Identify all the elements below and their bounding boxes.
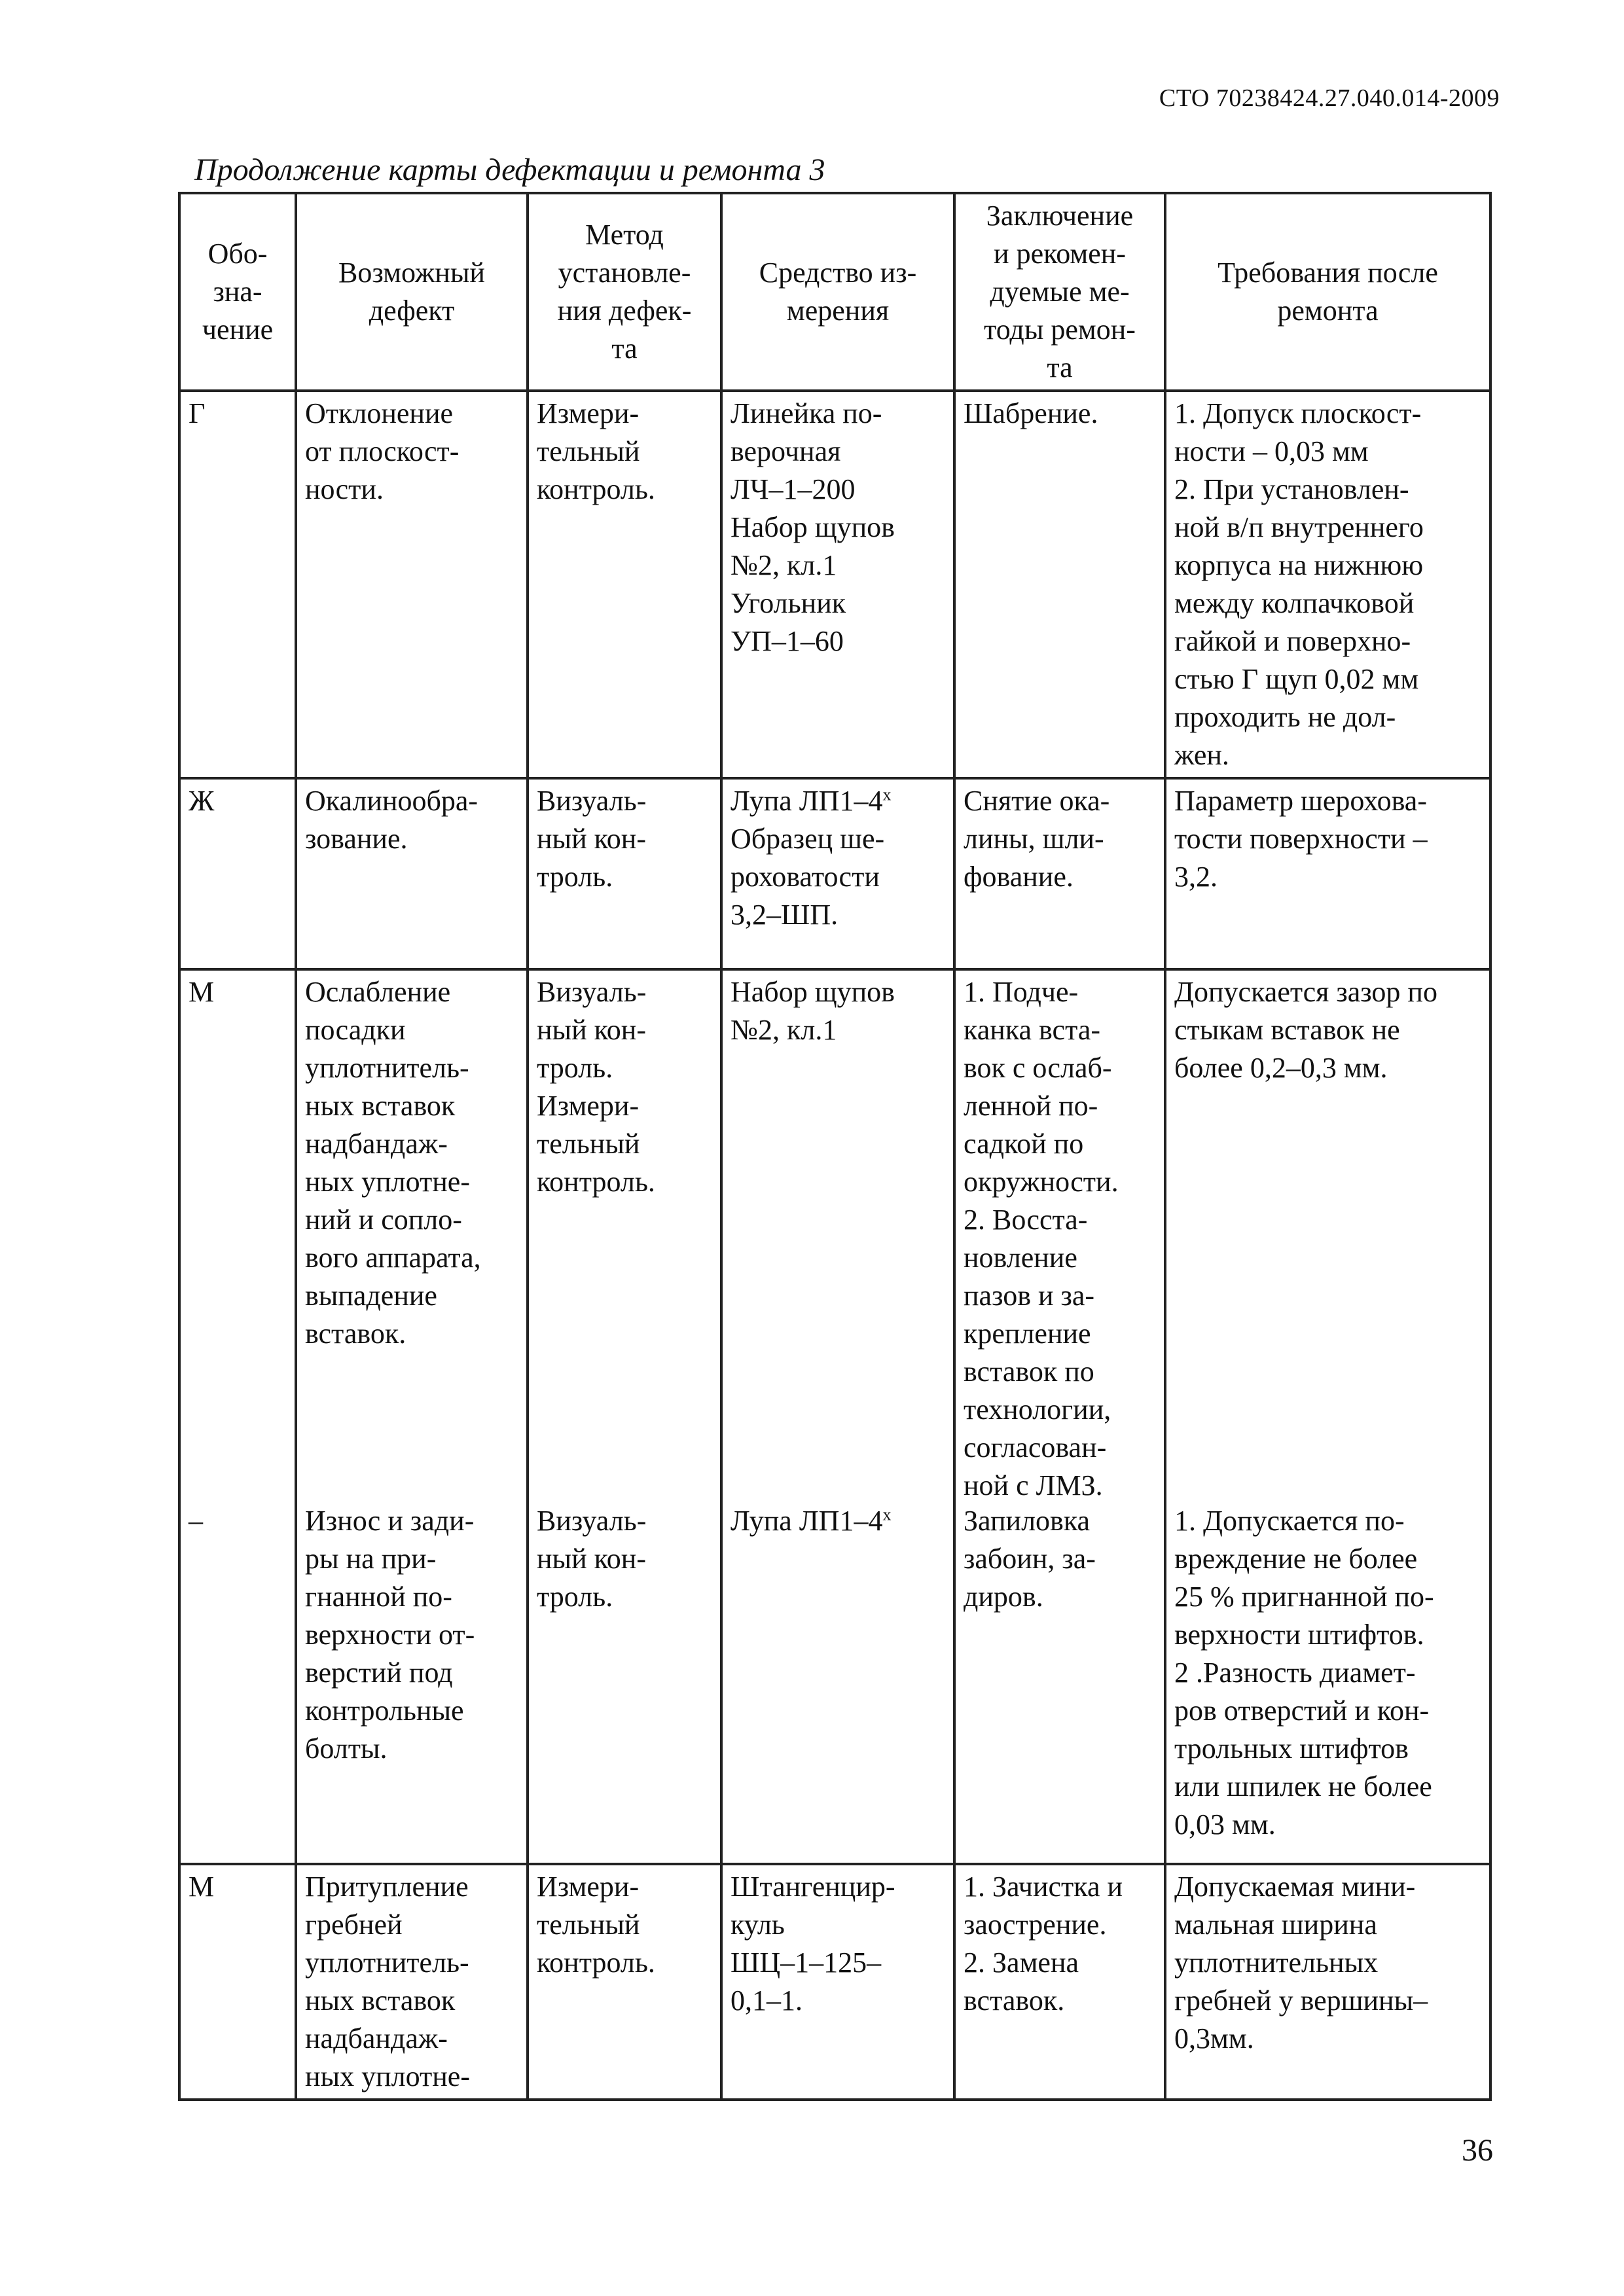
cell-method: Визуаль- ный кон- троль. bbox=[528, 778, 721, 969]
cell-tool: Лупа ЛП1–4 bbox=[731, 1505, 883, 1537]
cell-defect: Притупление гребней уплотнитель- ных вставок надбандаж- ных уплотне- bbox=[296, 1864, 528, 2100]
cell-designation: Ж bbox=[179, 778, 296, 969]
cell-repair-group bbox=[954, 969, 1165, 1864]
cell-requirements: Допускаемая мини- мальная ширина уплотнительных гребней у вершины– 0,3мм. bbox=[1165, 1864, 1490, 2100]
cell-repair: Запиловка забоин, за- диров. bbox=[964, 1505, 1096, 1613]
cell-method: Визуаль- ный кон- троль. bbox=[537, 1505, 647, 1613]
cell-tool: Линейка по- верочная ЛЧ–1–200 Набор щупов №2, кл.1 Угольник УП–1–60 bbox=[721, 391, 954, 778]
header-tool: Средство из- мерения bbox=[721, 193, 954, 391]
document-code: СТО 70238424.27.040.014-2009 bbox=[1159, 84, 1500, 112]
cell-requirements: Параметр шерохова- тости поверхности – 3,2. bbox=[1165, 778, 1490, 969]
header-requirements: Требования после ремонта bbox=[1165, 193, 1490, 391]
cell-tool: Штангенцир- куль ШЦ–1–125– 0,1–1. bbox=[721, 1864, 954, 2100]
cell-tool: Набор щупов №2, кл.1 bbox=[731, 976, 895, 1046]
header-method: Метод установле- ния дефек- та bbox=[528, 193, 721, 391]
cell-designation: М bbox=[179, 1864, 296, 2100]
cell-method-group bbox=[528, 969, 721, 1864]
cell-designation: М bbox=[189, 976, 215, 1008]
cell-defect: Износ и зади- ры на при- гнанной по- верхности от- верстий под контрольные болты. bbox=[305, 1505, 475, 1765]
cell-defect: Отклонение от плоскост- ности. bbox=[296, 391, 528, 778]
defect-repair-table bbox=[178, 192, 1492, 2101]
cell-method: Измери- тельный контроль. bbox=[528, 391, 721, 778]
table-header-row bbox=[179, 193, 1490, 391]
cell-requirements: Допускается зазор по стыкам вставок не более 0,2–0,3 мм. bbox=[1174, 976, 1437, 1084]
cell-designation-group bbox=[179, 969, 296, 1864]
cell-tool: Лупа $ЛП1-4^х$ Образец ше- роховатости 3,2–ШП. bbox=[721, 778, 954, 969]
table-row bbox=[179, 1864, 1490, 2100]
table-row bbox=[179, 778, 1490, 969]
table-caption: Продолжение карты дефектации и ремонта 3 bbox=[194, 152, 825, 187]
cell-repair: Шабрение. bbox=[954, 391, 1165, 778]
table-row bbox=[179, 391, 1490, 778]
table-row bbox=[179, 969, 1490, 1864]
page-number: 36 bbox=[1462, 2133, 1493, 2168]
cell-method: Визуаль- ный кон- троль. Измери- тельный контроль. bbox=[537, 976, 655, 1198]
header-defect: Возможный дефект bbox=[296, 193, 528, 391]
cell-defect-group bbox=[296, 969, 528, 1864]
cell-requirements: 1. Допуск плоскост- ности – 0,03 мм 2. При установлен- ной в/п внутреннего корпуса на нижнюю между колпачковой гайкой и поверхно- стью Г щуп 0,02 мм проходить не дол- жен. bbox=[1165, 391, 1490, 778]
cell-method: Измери- тельный контроль. bbox=[528, 1864, 721, 2100]
header-designation: Обо- зна- чение bbox=[179, 193, 296, 391]
header-repair: Заключение и рекомен- дуемые ме- тоды ремон- та bbox=[954, 193, 1165, 391]
superscript-x: х bbox=[882, 1505, 892, 1524]
cell-designation: Г bbox=[179, 391, 296, 778]
cell-repair: 1. Подче- канка вста- вок с ослаб- ленной по- садкой по окружности. 2. Восста- новление пазов и за- крепление вставок по технологии, согласован- ной с ЛМЗ. bbox=[964, 976, 1119, 1501]
cell-tool-group bbox=[721, 969, 954, 1864]
cell-requirements-group bbox=[1165, 969, 1490, 1864]
cell-repair: 1. Зачистка и заострение. 2. Замена вставок. bbox=[954, 1864, 1165, 2100]
cell-defect: Окалинообра- зование. bbox=[296, 778, 528, 969]
cell-designation: – bbox=[189, 1505, 203, 1537]
cell-defect: Ослабление посадки уплотнитель- ных вставок надбандаж- ных уплотне- ний и сопло- вого аппарата, выпадение вставок. bbox=[305, 976, 481, 1350]
cell-repair: Снятие ока- лины, шли- фование. bbox=[954, 778, 1165, 969]
cell-requirements: 1. Допускается по- вреждение не более 25 % пригнанной по- верхности штифтов. 2 .Разность диамет- ров отверстий и кон- трольных штифтов или шпилек не более 0,03 мм. bbox=[1174, 1505, 1434, 1840]
